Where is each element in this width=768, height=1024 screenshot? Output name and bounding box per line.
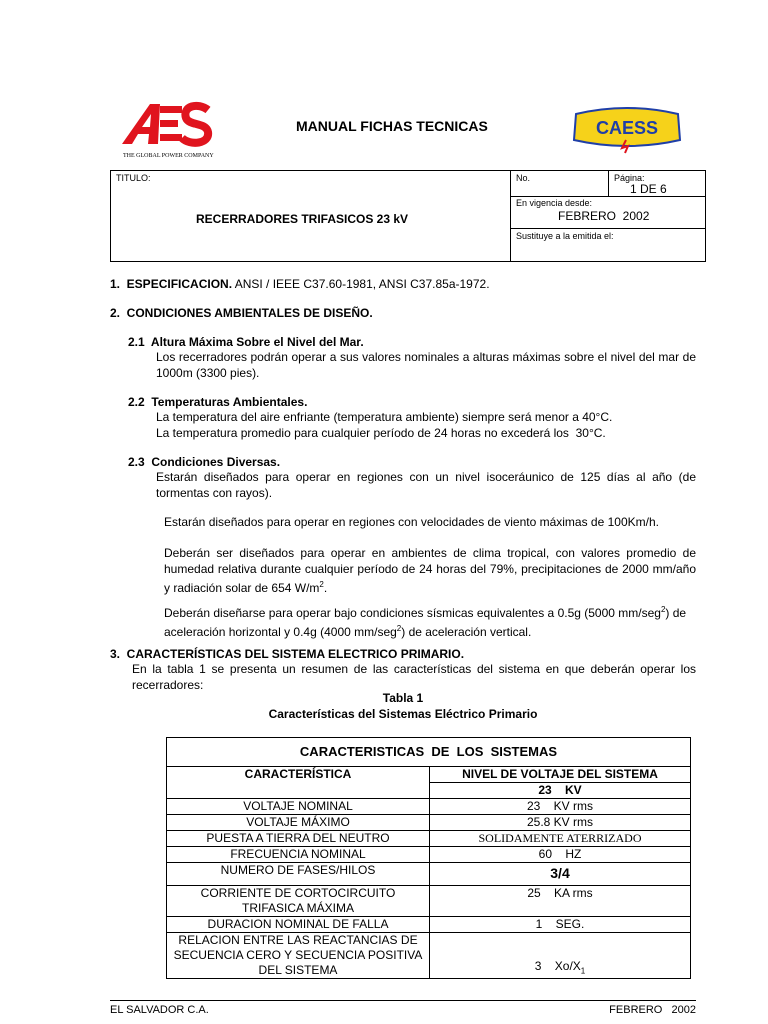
row-value: 3 $Xo/X_1$	[430, 933, 691, 979]
section-2-heading: 2. CONDICIONES AMBIENTALES DE DISEÑO.	[110, 306, 373, 320]
no-label: No.	[516, 173, 531, 183]
table-row	[167, 886, 691, 917]
column-header-voltage-level: NIVEL DE VOLTAJE DEL SISTEMA	[430, 767, 691, 783]
section-2-3-heading: 2.3 Condiciones Diversas.	[128, 455, 281, 469]
page-title: MANUAL FICHAS TECNICAS	[296, 118, 488, 134]
row-label: RELACION ENTRE LAS REACTANCIAS DE SECUENCIA CERO Y SECUENCIA POSITIVA DEL SISTEMA	[167, 933, 430, 979]
aes-logo	[120, 100, 220, 160]
row-value: 23 KV rms	[430, 799, 691, 815]
table-caption-title: Características del Sistemas Eléctrico Primario	[268, 707, 538, 721]
section-2-2-line-1: La temperatura del aire enfriante (temperatura ambiente) siempre será menor a 40°C.	[156, 410, 613, 424]
section-3-text: En la tabla 1 se presenta un resumen de las características del sistema en que deberán operar los recerradores:	[132, 662, 696, 692]
caess-logo	[570, 104, 684, 154]
row-label: FRECUENCIA NOMINAL	[167, 847, 430, 863]
section-2-3-paragraph-3: Deberán ser diseñados para operar en ambientes de clima tropical, con valores promedio de humedad relativa durante cualquier período de 24 horas del 79%, precipitaciones de 2000 mm/año y radiación solar de 654 $W/m^2$.	[164, 546, 696, 595]
row-value: 1 SEG.	[430, 917, 691, 933]
pagina-value: 1 DE 6	[630, 182, 667, 196]
table-row	[167, 815, 691, 831]
table-row	[167, 831, 691, 847]
table-row	[167, 933, 691, 979]
row-label: VOLTAJE NOMINAL	[167, 799, 430, 815]
table-row	[167, 863, 691, 886]
section-1-text: ANSI / IEEE C37.60-1981, ANSI C37.85a-1972.	[234, 277, 490, 291]
section-2-2-heading: 2.2 Temperaturas Ambientales.	[128, 395, 308, 409]
table-row	[167, 847, 691, 863]
row-label: PUESTA A TIERRA DEL NEUTRO	[167, 831, 430, 847]
row-label: NUMERO DE FASES/HILOS	[167, 863, 430, 886]
section-2-1-text: Los recerradores podrán operar a sus valores nominales a alturas máximas sobre el nivel del mar de 1000m (3300 pies).	[156, 350, 696, 380]
row-value: 60 HZ	[430, 847, 691, 863]
vigencia-value: FEBRERO 2002	[558, 209, 650, 223]
aes-tagline: THE GLOBAL POWER COMPANY	[123, 153, 214, 159]
footer-location: EL SALVADOR C.A.	[110, 1004, 209, 1016]
section-2-3-text: Estarán diseñados para operar en regiones con un nivel isoceráunico de 125 días al año (de tormentas con rayos).	[156, 470, 696, 500]
vigencia-label: En vigencia desde:	[516, 198, 593, 208]
titulo-label: TITULO:	[116, 173, 151, 183]
section-2-1-heading: 2.1 Altura Máxima Sobre el Nivel del Mar.	[128, 335, 364, 349]
row-value: 3/4	[430, 863, 691, 886]
system-characteristics-table	[166, 737, 691, 979]
table-row	[167, 917, 691, 933]
footer-date: FEBRERO 2002	[609, 1004, 696, 1016]
pagina-label: Página:	[614, 173, 645, 183]
sustituye-label: Sustituye a la emitida el:	[516, 231, 614, 241]
table-title: CARACTERISTICAS DE LOS SISTEMAS	[167, 738, 691, 767]
row-value: 25.8 KV rms	[430, 815, 691, 831]
section-2-3-paragraph-2: Estarán diseñados para operar en regiones con velocidades de viento máximas de 100Km/h.	[164, 515, 659, 529]
caess-logo-text: CAESS	[595, 118, 659, 138]
section-1-heading: 1. ESPECIFICACION.	[110, 277, 233, 291]
section-2-3-paragraph-4: Deberán diseñarse para operar bajo condiciones sísmicas equivalentes a 0.5g (5000 mm/seg$^2$) de aceleración horizontal y 0.4g (4000 mm/seg$^2$) de aceleración vertical.	[164, 605, 687, 639]
footer-divider	[110, 1000, 696, 1001]
table-row	[167, 799, 691, 815]
column-subheader-23kv: 23 KV	[430, 783, 691, 799]
section-2-2-line-2: La temperatura promedio para cualquier período de 24 horas no excederá los 30°C.	[156, 426, 606, 440]
table-caption-number: Tabla 1	[382, 691, 424, 705]
row-value: 25 KA rms	[430, 886, 691, 917]
column-header-characteristic: CARACTERÍSTICA	[167, 767, 430, 799]
row-label: DURACION NOMINAL DE FALLA	[167, 917, 430, 933]
row-label: VOLTAJE MÁXIMO	[167, 815, 430, 831]
section-3-heading: 3. CARACTERÍSTICAS DEL SISTEMA ELECTRICO PRIMARIO.	[110, 647, 465, 661]
row-label: CORRIENTE DE CORTOCIRCUITO TRIFASICA MÁXIMA	[167, 886, 430, 917]
row-value: SOLIDAMENTE ATERRIZADO	[430, 831, 691, 847]
section-1	[110, 276, 490, 292]
document-title: RECERRADORES TRIFASICOS 23 kV	[196, 212, 409, 226]
